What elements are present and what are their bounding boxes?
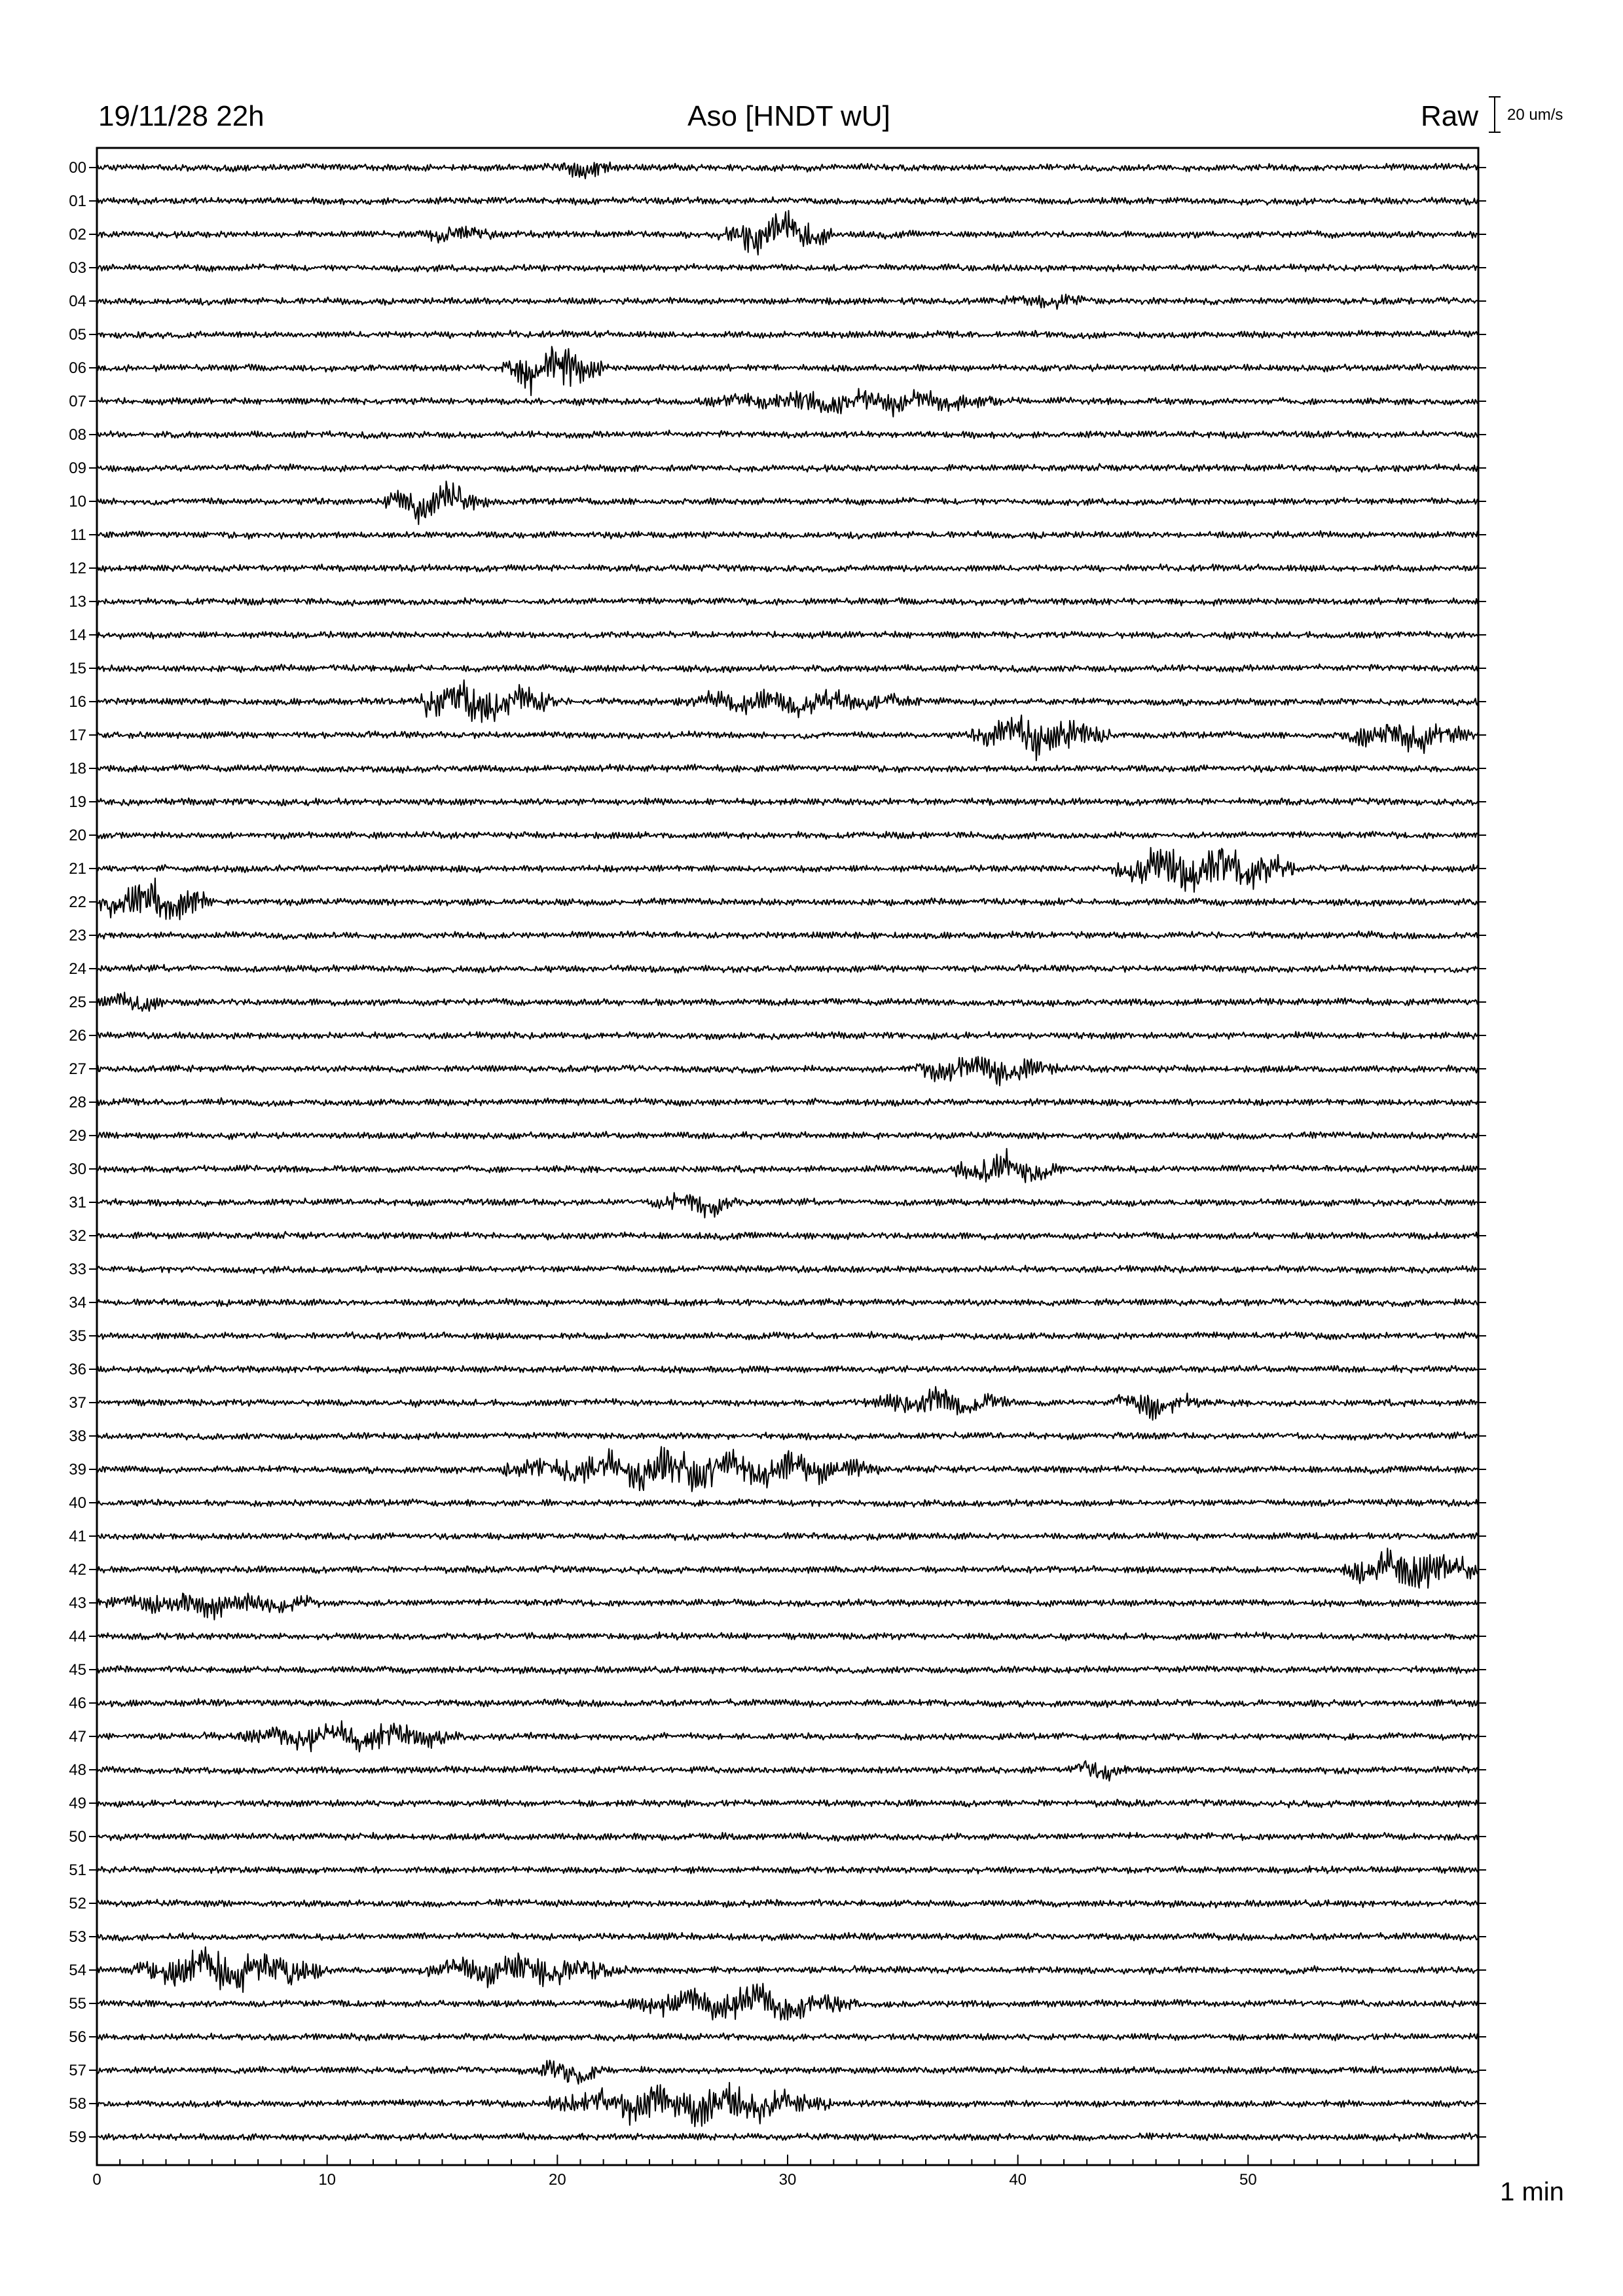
trace-row [97,1132,1478,1139]
row-label: 50 [69,1828,86,1846]
row-label: 53 [69,1928,86,1946]
row-label: 11 [70,526,86,544]
trace-row [97,1833,1478,1841]
row-label: 22 [69,893,86,911]
trace-row [97,764,1478,774]
trace-row [97,598,1478,606]
row-label: 51 [69,1861,86,1879]
row-label: 16 [69,693,86,711]
x-tick-label: 20 [548,2171,566,2189]
trace-row [97,295,1478,310]
row-label: 06 [69,359,86,377]
row-label: 29 [69,1127,86,1145]
row-label: 56 [69,2028,86,2046]
row-label: 12 [69,560,86,577]
row-label: 40 [69,1494,86,1512]
header-date-hour: 19/11/28 22h [98,100,264,132]
x-tick-label: 50 [1239,2171,1257,2189]
row-label: 37 [69,1394,86,1412]
trace-row [97,264,1478,272]
trace-row [97,1299,1478,1306]
trace-group [97,162,1478,2142]
x-tick-label: 0 [92,2171,101,2189]
row-label: 21 [69,860,86,878]
trace-row [97,878,1478,920]
trace-row [97,331,1478,339]
row-label: 34 [69,1294,86,1312]
trace-row [97,1149,1478,1183]
row-label: 41 [69,1528,86,1545]
trace-row [97,211,1478,255]
trace-row [97,1265,1478,1273]
trace-row [97,564,1478,572]
row-label: 04 [69,293,86,310]
amplitude-scale-bar [1489,97,1501,132]
trace-row [97,1499,1478,1507]
trace-row [97,1232,1478,1240]
trace-row [97,1365,1478,1373]
trace-row [97,1799,1478,1808]
row-label: 15 [69,660,86,677]
plot-frame [97,148,1478,2165]
row-label: 49 [69,1795,86,1812]
row-label: 25 [69,994,86,1011]
trace-row [97,1532,1478,1540]
trace-row [97,664,1478,673]
trace-row [97,1933,1478,1941]
row-label: 52 [69,1895,86,1912]
row-label: 28 [69,1094,86,1111]
trace-row [97,1031,1478,1039]
row-label: 02 [69,226,86,243]
trace-row [97,1193,1478,1217]
row-label: 00 [69,159,86,177]
row-label: 44 [69,1628,86,1645]
trace-row [97,715,1478,761]
trace-row [97,1549,1478,1588]
trace-row [97,162,1478,179]
trace-row [97,1387,1478,1420]
trace-row [97,931,1478,940]
row-label: 27 [69,1060,86,1078]
trace-row [97,2060,1478,2084]
row-label: 24 [69,960,86,978]
trace-row [97,197,1478,206]
row-label: 13 [69,593,86,611]
row-label: 05 [69,326,86,344]
trace-row [97,1761,1478,1781]
trace-row [97,680,1478,723]
x-axis [92,2155,1478,2189]
trace-row [97,1098,1478,1106]
row-label: 32 [69,1227,86,1245]
row-label: 47 [69,1728,86,1746]
row-tick-group [89,168,1486,2137]
row-label: 17 [69,726,86,744]
trace-row [97,1432,1478,1440]
row-label: 45 [69,1661,86,1679]
row-label: 18 [69,760,86,778]
row-label: 36 [69,1361,86,1378]
trace-row [97,1866,1478,1874]
trace-row [97,848,1478,892]
row-label: 08 [69,426,86,444]
row-label: 54 [69,1962,86,1979]
row-label: 57 [69,2062,86,2079]
row-label: 39 [69,1461,86,1479]
row-label: 14 [69,626,86,644]
row-label: 59 [69,2128,86,2146]
trace-row [97,2133,1478,2142]
row-label: 43 [69,1594,86,1612]
row-label: 23 [69,927,86,944]
chart-title: Aso [HNDT wU] [687,100,890,132]
row-label: 58 [69,2095,86,2113]
row-label: 09 [69,459,86,477]
trace-row [97,1721,1478,1751]
trace-row [97,1593,1478,1620]
x-tick-label: 40 [1009,2171,1027,2189]
trace-row [97,965,1478,973]
x-unit-label: 1 min [1500,2178,1564,2206]
row-label: 30 [69,1160,86,1178]
trace-row [97,1056,1478,1085]
row-label: 38 [69,1427,86,1445]
row-label: 03 [69,259,86,277]
row-label: 07 [69,393,86,410]
trace-row [97,481,1478,524]
trace-row [97,464,1478,473]
row-label: 46 [69,1695,86,1712]
trace-row [97,2033,1478,2041]
row-label-group [69,159,86,2146]
trace-row [97,1446,1478,1491]
row-label: 01 [69,192,86,210]
trace-row [97,1699,1478,1708]
trace-row [97,1632,1478,1641]
trace-row [97,1899,1478,1908]
trace-row [97,992,1478,1011]
row-label: 55 [69,1995,86,2013]
row-label: 31 [69,1194,86,1211]
row-label: 20 [69,827,86,844]
row-label: 26 [69,1027,86,1045]
trace-row [97,1666,1478,1674]
row-label: 48 [69,1761,86,1779]
trace-row [97,631,1478,639]
x-tick-label: 30 [778,2171,797,2189]
row-label: 19 [69,793,86,811]
trace-row [97,389,1478,417]
trace-row [97,347,1478,396]
trace-row [97,1984,1478,2020]
header-mode: Raw [1420,100,1478,132]
trace-row [97,798,1478,806]
trace-row [97,1331,1478,1340]
trace-row [97,831,1478,839]
row-label: 35 [69,1327,86,1345]
row-label: 42 [69,1561,86,1579]
trace-row [97,2083,1478,2126]
row-label: 33 [69,1261,86,1278]
trace-row [97,1947,1478,1992]
x-tick-label: 10 [318,2171,337,2189]
scale-label: 20 um/s [1507,106,1563,124]
row-label: 10 [69,493,86,511]
trace-row [97,531,1478,539]
trace-row [97,430,1478,439]
